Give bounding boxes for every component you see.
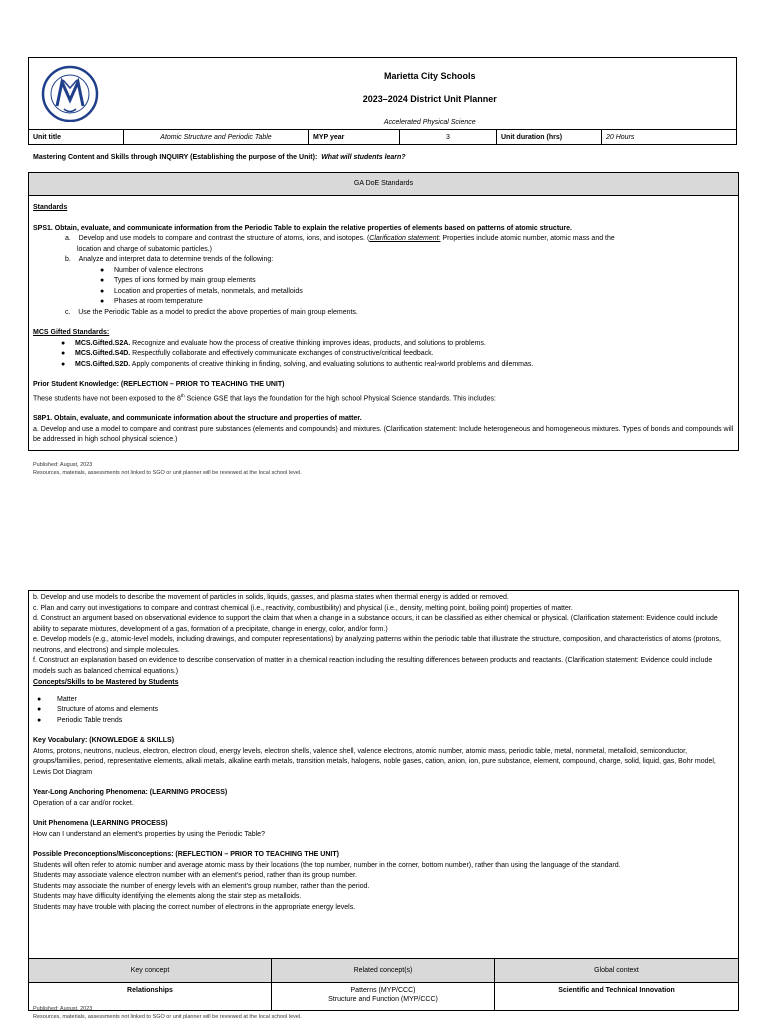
footer-note: Resources, materials, assessments not linked to SGO or unit planner will be reviewed at the local school level. xyxy=(33,1013,302,1020)
gifted-standards-label: MCS Gifted Standards: xyxy=(33,329,110,336)
unit-phenomena-text: How can I understand an element's properties by using the Periodic Table? xyxy=(33,830,265,838)
inquiry-purpose-label: Mastering Content and Skills through INQUIRY (Establishing the purpose of the Unit): xyxy=(33,154,318,161)
course-name: Accelerated Physical Science xyxy=(124,116,737,130)
standard-sps1: SPS1. Obtain, evaluate, and communicate information from the Periodic Table to explain the relative properties of elements based on patterns of atomic structure. xyxy=(33,224,572,232)
inquiry-purpose xyxy=(33,154,406,161)
list-item: ● Number of valence electrons xyxy=(100,266,204,274)
unit-planner-header xyxy=(28,57,737,145)
standard-s8p1-d: d. Construct an argument based on observational evidence to support the claim that when a change in a substance occurs, it can be classified as either chemical or physical. (Clarification statement: Evidence could include ability to separate mixtures, development of a gas, formation of a precipitate, change in energy, color, and/or form.) xyxy=(33,615,718,633)
list-item: Students may have trouble with placing the correct number of electrons in the appropriate energy levels. xyxy=(33,903,356,911)
standard-sps1-c: c. Use the Periodic Table as a model to predict the above properties of main group elements. xyxy=(65,308,358,316)
standard-s8p1: S8P1. Obtain, evaluate, and communicate information about the structure and properties of matter. xyxy=(33,415,362,423)
standard-s8p1-c: c. Plan and carry out investigations to compare and contrast chemical (i.e., reactivity, combustibility) and physical (i.e., density, melting point, boiling point) properties of matter. xyxy=(33,604,573,612)
year-long-phenomena-text: Operation of a car and/or rocket. xyxy=(33,799,134,807)
standards-box xyxy=(28,172,739,451)
list-item: ● Structure of atoms and elements xyxy=(37,706,159,713)
inquiry-purpose-question: What will students learn? xyxy=(321,154,406,161)
key-vocabulary-label: Key Vocabulary: (KNOWLEDGE & SKILLS) xyxy=(33,737,175,744)
unit-duration-label: Unit duration (hrs) xyxy=(497,130,602,145)
standard-s8p1-b: b. Develop and use models to describe the movement of particles in solids, liquids, gasses, and plasma states when thermal energy is added or removed. xyxy=(33,594,509,601)
prior-knowledge-text: These students have not been exposed to the 8th Science GSE that lays the foundation for the high school Physical Science standards. This includes: xyxy=(33,392,496,402)
published-date: Published: August, 2023 xyxy=(33,462,93,468)
unit-content xyxy=(29,591,738,913)
list-item: Students will often refer to atomic number and average atomic mass by their locations (the top number, number in the corner, bottom number), rather than using the language of the standard. xyxy=(33,861,621,869)
list-item: Students may associate valence electron number with an element's period, rather than its group number. xyxy=(33,872,357,879)
standard-sps1-a-cont: location and charge of subatomic particles.) xyxy=(77,245,213,253)
global-context-header: Global context xyxy=(495,959,739,983)
related-concepts-header: Related concept(s) xyxy=(272,959,495,983)
unit-title-value: Atomic Structure and Periodic Table xyxy=(124,130,309,145)
standard-s8p1-a: a. Develop and use a model to compare and contrast pure substances (elements and compounds) and mixtures. (Clarification statement: Include heterogeneous and homogeneous mixtures. Types of bonds and compounds will be addressed in high school physical science.) xyxy=(33,425,734,444)
key-concept-table xyxy=(28,958,739,1011)
key-vocabulary-text: Atoms, protons, neutrons, nucleus, electron, electron cloud, energy levels, electron shells, valence shell, valence electrons, atomic number, atomic mass, periodic table, metal, nonmetal, metalloid, semiconductor, groups/families, period, representative elements, alkali metals, alkaline earth metals, transition metals, halogens, noble gases, cation, anion, ion, pure substance, element, compound, charge, solid, liquid, gas, Bohr model, Lewis Dot Diagram xyxy=(33,747,716,776)
planner-title: 2023–2024 District Unit Planner xyxy=(362,93,497,104)
ga-doe-standards-heading: GA DoE Standards xyxy=(29,173,738,196)
unit-content-box xyxy=(28,590,739,960)
list-item: ● Matter xyxy=(37,695,77,703)
myp-year-value: 3 xyxy=(400,130,497,145)
preconceptions-label: Possible Preconceptions/Misconceptions: (REFLECTION – PRIOR TO TEACHING THE UNIT) xyxy=(33,851,339,858)
standards-content xyxy=(29,196,738,446)
myp-year-label: MYP year xyxy=(309,130,400,145)
related-concepts-value: Patterns (MYP/CCC) Structure and Function (MYP/CCC) xyxy=(272,983,495,1011)
standard-sps1-b: b. Analyze and interpret data to determine trends of the following: xyxy=(65,256,274,263)
list-item: Students may have difficulty identifying the elements along the stair step as metalloids. xyxy=(33,893,302,900)
list-item: ● Location and properties of metals, nonmetals, and metalloids xyxy=(100,287,303,295)
list-item: ● MCS.Gifted.S2D. Apply components of creative thinking in finding, solving, and evaluating solutions to authentic real-world problems and dilemmas. xyxy=(61,360,534,368)
page1-footer xyxy=(33,462,302,477)
unit-phenomena-label: Unit Phenomena (LEARNING PROCESS) xyxy=(33,820,168,827)
concepts-skills-label: Concepts/Skills to be Mastered by Students xyxy=(33,679,179,686)
list-item: Students may associate the number of energy levels with an element's group number, rather than the period. xyxy=(33,882,370,890)
unit-duration-value: 20 Hours xyxy=(602,130,737,145)
district-name: Marietta City Schools xyxy=(383,70,476,81)
list-item: ● Phases at room temperature xyxy=(100,298,203,305)
standard-s8p1-f: f. Construct an explanation based on evidence to describe conservation of matter in a chemical reaction including the resulting differences between products and reactants. (Clarification statement: Evidence could include models such as balanced chemical equations.) xyxy=(33,657,713,675)
standard-sps1-a: a. Develop and use models to compare and contrast the structure of atoms, ions, and isotopes. (Clarification statement: Properties include atomic number, atomic mass and the xyxy=(65,235,615,242)
prior-knowledge-label: Prior Student Knowledge: (REFLECTION – PRIOR TO TEACHING THE UNIT) xyxy=(33,381,285,388)
list-item: ● Types of ions formed by main group elements xyxy=(100,277,256,284)
standard-s8p1-e: e. Develop models (e.g., atomic-level models, including drawings, and computer representations) by analyzing patterns within the periodic table that illustrate the structure, composition, and characteristics of atoms (protons, neutrons, and electrons) and simple molecules. xyxy=(33,636,721,654)
standards-label: Standards xyxy=(33,204,68,211)
page2-footer xyxy=(33,1006,302,1021)
marietta-city-schools-seal-icon xyxy=(33,64,107,122)
published-date: Published: August, 2023 xyxy=(33,1006,93,1012)
list-item: ● MCS.Gifted.S2A. Recognize and evaluate how the process of creative thinking improves ideas, products, and solutions to problems. xyxy=(61,339,486,347)
key-concept-value: Relationships xyxy=(29,983,272,1011)
title-cell xyxy=(124,58,737,117)
list-item: ● Periodic Table trends xyxy=(37,716,123,724)
list-item: ● MCS.Gifted.S4D. Respectfully collaborate and effectively communicate exchanges of constructive/critical feedback. xyxy=(61,350,434,357)
global-context-value: Scientific and Technical Innovation xyxy=(495,983,739,1011)
footer-note: Resources, materials, assessments not linked to SGO or unit planner will be reviewed at the local school level. xyxy=(33,469,302,476)
year-long-phenomena-label: Year-Long Anchoring Phenomena: (LEARNING PROCESS) xyxy=(33,789,228,796)
unit-title-label: Unit title xyxy=(29,130,124,145)
key-concept-header: Key concept xyxy=(29,959,272,983)
logo-cell xyxy=(29,58,124,130)
